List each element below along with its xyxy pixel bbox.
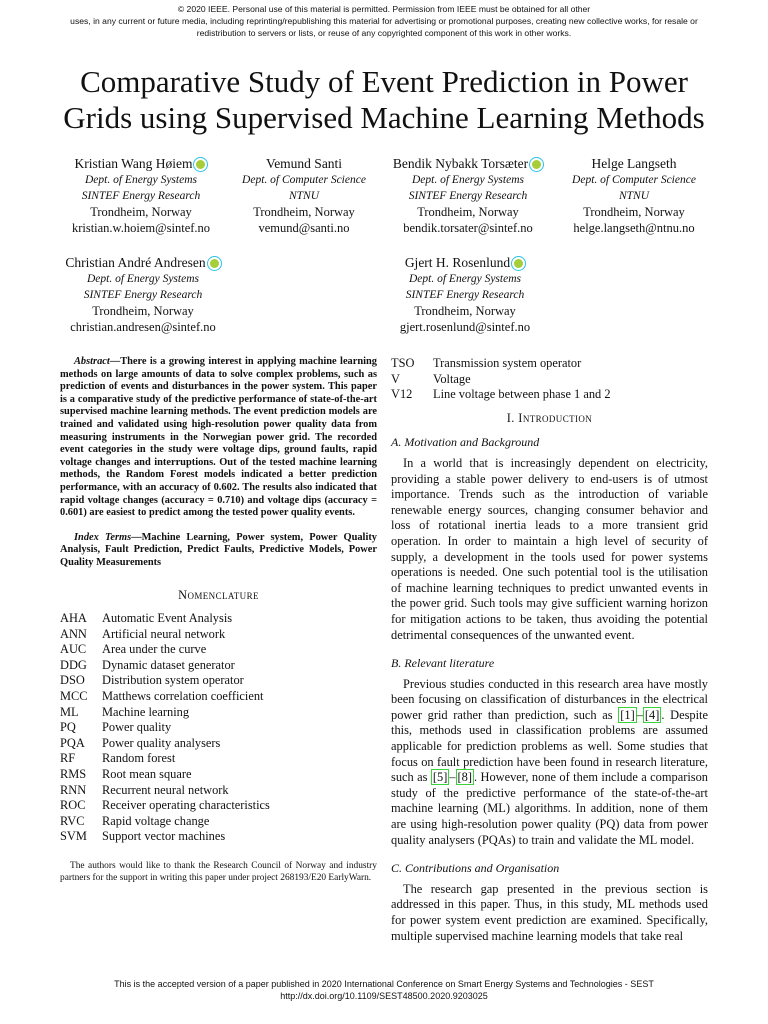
nomenclature-abbr: PQ — [60, 720, 76, 735]
citation-link[interactable]: [8] — [457, 770, 472, 785]
left-column — [60, 356, 377, 884]
author-dept: Dept. of Energy Systems — [412, 174, 524, 186]
subsection-heading-b: B. Relevant literature — [391, 656, 495, 671]
paragraph-text: – — [636, 707, 643, 722]
author-block — [383, 155, 553, 236]
orcid-icon[interactable] — [194, 158, 207, 171]
nomenclature-abbr: AUC — [60, 642, 87, 657]
author-email[interactable]: helge.langseth@ntnu.no — [573, 221, 695, 235]
nomenclature-abbr: V12 — [391, 387, 413, 402]
author-email[interactable]: vemund@santi.no — [258, 221, 350, 235]
nomenclature-row — [60, 814, 377, 830]
copyright-line: redistribution to servers or lists, or reuse of any copyrighted component of this work in other works. — [196, 28, 572, 38]
nomenclature-row — [391, 387, 708, 403]
nomenclature-def: Rapid voltage change — [102, 813, 210, 828]
orcid-icon[interactable] — [512, 257, 525, 270]
author-org: NTNU — [618, 190, 650, 202]
paragraph-literature — [391, 677, 708, 849]
nomenclature-abbr: RNN — [60, 782, 87, 797]
nomenclature-abbr: DSO — [60, 673, 85, 688]
nomenclature-row — [60, 627, 377, 643]
nomenclature-def: Machine learning — [102, 704, 190, 719]
author-dept: Dept. of Energy Systems — [87, 273, 199, 285]
copyright-line: © 2020 IEEE. Personal use of this material is permitted. Permission from IEEE must be obtained for all other — [177, 4, 591, 14]
author-city: Trondheim, Norway — [90, 205, 192, 219]
nomenclature-row — [60, 798, 377, 814]
subsection-heading-c: C. Contributions and Organisation — [391, 861, 560, 876]
abstract-lead: Abstract — [74, 356, 110, 367]
nomenclature-row — [60, 751, 377, 767]
author-city: Trondheim, Norway — [414, 304, 516, 318]
right-column — [391, 356, 708, 944]
nomenclature-row — [60, 705, 377, 721]
paragraph-contributions: The research gap presented in the previous section is addressed in this paper. Thus, in this study, ML methods used for power system event prediction are examined. Specifically, multiple supervised machine learning models that take real — [391, 881, 708, 943]
nomenclature-def: Distribution system operator — [102, 673, 244, 688]
citation-link[interactable]: [4] — [644, 707, 660, 722]
index-terms — [60, 532, 377, 570]
nomenclature-def: Dynamic dataset generator — [102, 657, 235, 672]
nomenclature-def: Automatic Event Analysis — [102, 611, 233, 626]
nomenclature-def: Power quality — [102, 720, 172, 735]
title-line: Comparative Study of Event Prediction in Power — [80, 64, 688, 99]
nomenclature-abbr: SVM — [60, 829, 87, 844]
footnote: The authors would like to thank the Research Council of Norway and industry partners for the support in writing this paper under project 268193/E20 EarlyWarn. — [60, 861, 377, 883]
publication-line: This is the accepted version of a paper published in 2020 International Conference on Smart Energy Systems and Technologies - SEST — [114, 979, 654, 989]
doi-link[interactable]: http://dx.doi.org/10.1109/SEST48500.2020.9203025 — [280, 991, 488, 1001]
nomenclature-abbr: V — [391, 371, 400, 386]
author-city: Trondheim, Norway — [92, 304, 194, 318]
nomenclature-def: Area under the curve — [102, 642, 207, 657]
nomenclature-def: Transmission system operator — [433, 356, 582, 370]
nomenclature-list-continued — [391, 356, 708, 403]
nomenclature-row — [60, 658, 377, 674]
nomenclature-abbr: MCC — [60, 689, 88, 704]
author-dept: Dept. of Computer Science — [572, 174, 696, 186]
nomenclature-def: Line voltage between phase 1 and 2 — [433, 387, 611, 402]
author-org: SINTEF Energy Research — [83, 289, 203, 301]
paragraph-text: – — [449, 770, 456, 785]
author-name: Helge Langseth — [591, 156, 677, 171]
author-block — [58, 254, 228, 335]
nomenclature-def: Artificial neural network — [102, 626, 226, 641]
paragraph-text: . However, none of them include a comparison study of the predictive performance of the state-of-the-art machine learning (ML) algorithms. In addition, none of them are using high-resolution power quality (PQ) data from power quality analysers (PQAs) to train and validate the ML model. — [391, 770, 708, 847]
author-city: Trondheim, Norway — [417, 205, 519, 219]
nomenclature-abbr: PQA — [60, 735, 85, 750]
nomenclature-abbr: TSO — [391, 356, 415, 370]
nomenclature-row — [60, 736, 377, 752]
citation-link[interactable]: [5] — [432, 770, 448, 785]
publication-note — [0, 978, 768, 1002]
nomenclature-row — [391, 372, 708, 388]
author-block — [380, 254, 550, 335]
nomenclature-def: Root mean square — [102, 767, 192, 782]
nomenclature-def: Voltage — [433, 371, 471, 386]
author-city: Trondheim, Norway — [583, 205, 685, 219]
author-dept: Dept. of Energy Systems — [85, 174, 197, 186]
author-name: Kristian Wang Høiem — [74, 156, 193, 171]
nomenclature-row — [391, 356, 708, 372]
nomenclature-heading: Nomenclature — [178, 587, 259, 602]
nomenclature-row — [60, 673, 377, 689]
citation-link[interactable]: [1] — [620, 707, 635, 722]
author-name: Gjert H. Rosenlund — [404, 255, 511, 270]
paper-title — [0, 64, 768, 136]
nomenclature-abbr: RF — [60, 751, 76, 766]
index-terms-lead: Index Terms — [74, 531, 132, 543]
abstract-body: —There is a growing interest in applying machine learning methods on large amounts of data to solve complex problems, such as prediction of events and disturbances in the power system. This paper is a comparative study of the predictive performance of state-of-the-art supervised machine learning methods. The event prediction models are trained and validated using high-resolution power quality data from measuring instruments in the Norwegian power grid. The recorded event categories in the study were voltage dips, ground faults, rapid voltage changes and interruptions. Out of the tested machine learning methods, the Random Forest models indicated a better prediction performance, with an accuracy of 0.602. The results also indicated that rapid voltage changes (accuracy = 0.710) and voltage dips (accuracy = 0.601) are easiest to predict among the tested power quality events. — [60, 356, 377, 519]
nomenclature-def: Support vector machines — [102, 829, 226, 844]
author-block — [56, 155, 226, 236]
author-email[interactable]: christian.andresen@sintef.no — [70, 320, 216, 334]
nomenclature-row — [60, 611, 377, 627]
nomenclature-row — [60, 689, 377, 705]
author-email[interactable]: bendik.torsater@sintef.no — [403, 221, 533, 235]
introduction-heading: I. Introduction — [506, 410, 593, 425]
nomenclature-abbr: ANN — [60, 626, 87, 641]
nomenclature-abbr: RMS — [60, 767, 87, 782]
author-org: SINTEF Energy Research — [408, 190, 528, 202]
nomenclature-abbr: AHA — [60, 611, 87, 626]
author-org: NTNU — [288, 190, 320, 202]
nomenclature-row — [60, 642, 377, 658]
nomenclature-def: Receiver operating characteristics — [102, 798, 270, 813]
author-dept: Dept. of Energy Systems — [409, 273, 521, 285]
nomenclature-def: Matthews correlation coefficient — [102, 689, 264, 704]
author-dept: Dept. of Computer Science — [242, 174, 366, 186]
author-city: Trondheim, Norway — [253, 205, 355, 219]
nomenclature-abbr: DDG — [60, 657, 87, 672]
author-org: SINTEF Energy Research — [81, 190, 201, 202]
nomenclature-row — [60, 783, 377, 799]
author-block — [219, 155, 389, 236]
author-name: Vemund Santi — [265, 156, 343, 171]
title-line: Grids using Supervised Machine Learning Methods — [63, 100, 705, 135]
paragraph-motivation: In a world that is increasingly dependent on electricity, providing a stable power delivery to end-users is of utmost importance. Trends such as the introduction of variable renewable energy sources, changing consumer behavior and loss of rotational inertia leads to a more transient grid operation. In order to maintain a high level of security of supply, a development in the tools used for power systems operations is needed. One such potential tool is the utilisation of machine learning techniques to predict unwanted events in the power grid. Such tools may give sufficient warning horizon for mitigation actions to be taken, thus avoiding the potential detrimental consequences of the unwanted event. — [391, 455, 708, 642]
paragraph-text: . Despite this, methods used in classification problems are assumed applicable for prediction problems as well. Some studies that focus on fault prediction have been found in research literature, such as — [391, 707, 708, 785]
subsection-heading-a: A. Motivation and Background — [391, 435, 540, 450]
nomenclature-def: Power quality analysers — [102, 735, 221, 750]
author-name: Bendik Nybakk Torsæter — [392, 156, 529, 171]
nomenclature-row — [60, 720, 377, 736]
copyright-line: uses, in any current or future media, including reprinting/republishing this material for advertising or promotional purposes, creating new collective works, for resale or — [70, 16, 698, 26]
author-email[interactable]: kristian.w.hoiem@sintef.no — [71, 221, 211, 235]
abstract — [60, 356, 377, 520]
nomenclature-row — [60, 829, 377, 845]
paragraph-text: Previous studies conducted in this research area have mostly been focusing on classification of disturbances in the electrical power grid rather than prediction, such as — [391, 676, 708, 722]
nomenclature-abbr: ROC — [60, 798, 86, 813]
nomenclature-row — [60, 767, 377, 783]
orcid-icon[interactable] — [530, 158, 543, 171]
author-email[interactable]: gjert.rosenlund@sintef.no — [399, 320, 531, 334]
index-terms-body: —Machine Learning, Power system, Power Quality Analysis, Fault Prediction, Predict Faults, Predictive Models, Power Quality Measurements — [60, 531, 377, 568]
author-name: Christian André Andresen — [65, 255, 206, 270]
nomenclature-abbr: RVC — [60, 813, 85, 828]
nomenclature-def: Random forest — [102, 751, 176, 766]
author-block — [549, 155, 719, 236]
nomenclature-def: Recurrent neural network — [102, 782, 229, 797]
orcid-icon[interactable] — [208, 257, 221, 270]
author-org: SINTEF Energy Research — [405, 289, 525, 301]
nomenclature-list — [60, 611, 377, 845]
nomenclature-abbr: ML — [60, 704, 79, 719]
copyright-notice — [0, 3, 768, 39]
